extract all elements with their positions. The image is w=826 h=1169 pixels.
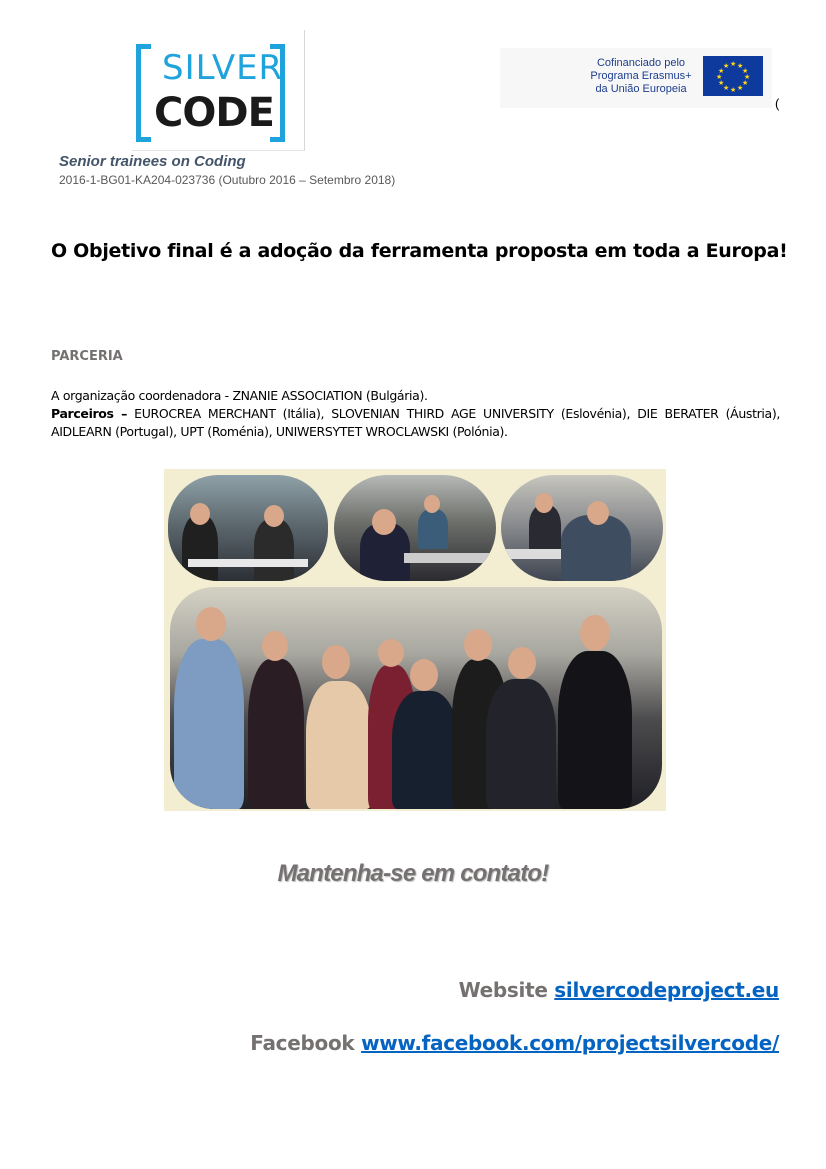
meeting-photo-3 <box>501 475 663 581</box>
stray-parenthesis: ( <box>775 96 780 111</box>
eu-line-1: Cofinanciado pelo <box>596 57 686 69</box>
website-link[interactable]: silvercodeproject.eu <box>554 978 779 1002</box>
project-code: 2016-1-BG01-KA204-023736 (Outubro 2016 – Setembro 2018) <box>59 173 396 187</box>
project-subtitle: Senior trainees on Coding <box>59 153 246 170</box>
partners-paragraph <box>51 405 780 441</box>
website-line <box>459 978 779 1002</box>
logo-silver-text: SILVER <box>162 48 284 88</box>
coordinator-paragraph: A organização coordenadora - ZNANIE ASSOCIATION (Bulgária). <box>51 388 428 403</box>
left-bracket-icon <box>136 44 151 142</box>
main-headline: O Objetivo final é a adoção da ferramenta proposta em toda a Europa! <box>51 240 788 262</box>
group-photo <box>170 587 662 809</box>
website-label: Website <box>458 978 548 1002</box>
eu-flag-icon: ★ ★ ★ ★ ★ ★ ★ ★ ★ ★ ★ ★ <box>703 56 763 96</box>
facebook-link[interactable]: www.facebook.com/projectsilvercode/ <box>361 1031 779 1055</box>
partnership-title: PARCERIA <box>51 349 123 364</box>
eu-line-2: Programa Erasmus+ <box>590 70 692 82</box>
stay-in-touch-tagline: Mantenha-se em contato! <box>277 860 549 887</box>
meeting-photo-2 <box>334 475 496 581</box>
logo-code-text: CODE <box>154 90 274 136</box>
eu-cofunding-logo <box>500 48 772 108</box>
partners-photo-collage <box>164 469 666 811</box>
partners-label: Parceiros – <box>51 406 128 421</box>
eu-cofunding-text <box>585 57 697 96</box>
facebook-line <box>250 1031 779 1055</box>
partners-text: EUROCREA MERCHANT (Itália), SLOVENIAN THIRD AGE UNIVERSITY (Eslovénia), DIE BERATER (Áustria), AIDLEARN (Portugal), UPT (Roménia), UNIWERSYTET WROCLAWSKI (Polónia). <box>51 406 780 439</box>
meeting-photo-1 <box>168 475 328 581</box>
eu-line-3: da União Europeia <box>595 83 687 95</box>
facebook-label: Facebook <box>250 1031 355 1055</box>
silvercode-logo <box>132 30 305 151</box>
